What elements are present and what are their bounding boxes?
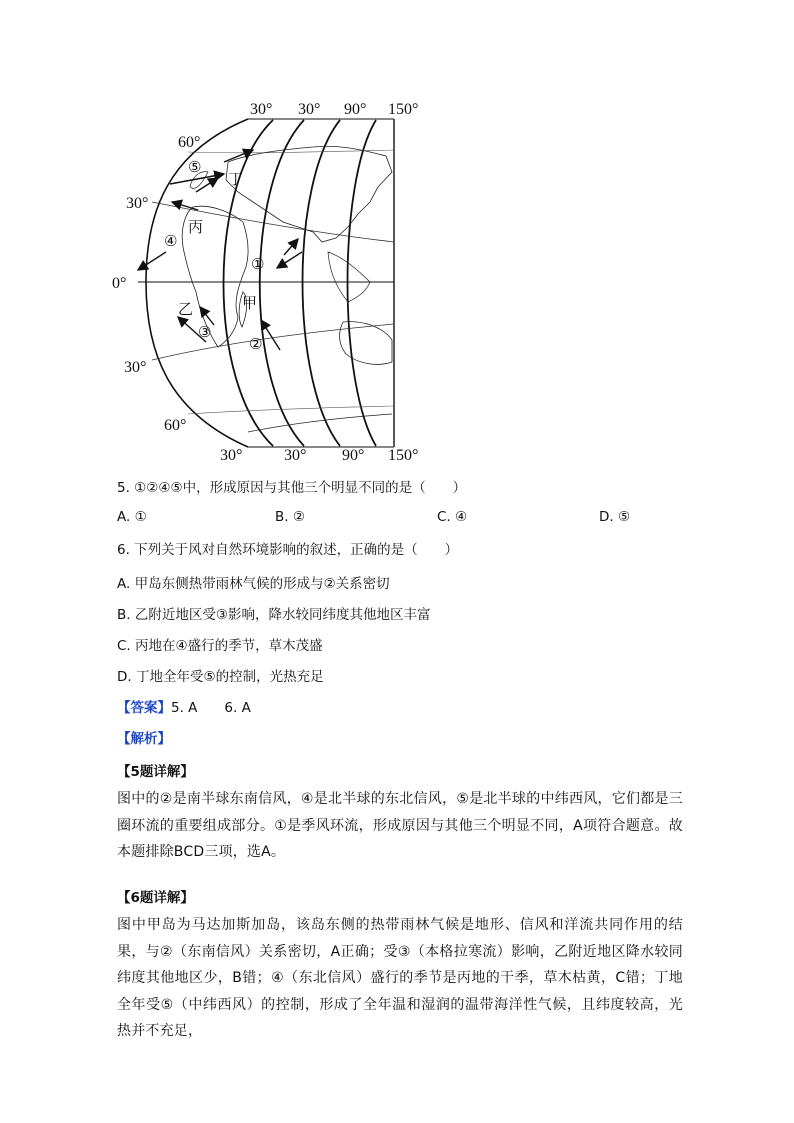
detail-6-tag: 【6题详解】: [117, 890, 194, 906]
place-bing: 丙: [188, 218, 204, 236]
left-label-60n: 60°: [178, 134, 201, 151]
answer-tag: 【答案】: [117, 700, 171, 716]
world-wind-map: [108, 92, 428, 464]
left-label-30s: 30°: [124, 359, 147, 376]
answer-line: [117, 696, 251, 716]
top-label-4: 150°: [388, 101, 419, 118]
q5-option-b: B. ②: [275, 509, 305, 525]
left-label-60s: 60°: [164, 417, 187, 434]
q5-option-c: C. ④: [437, 509, 468, 525]
bottom-label-3: 90°: [342, 447, 365, 464]
wind-label-4: ④: [164, 232, 178, 250]
top-label-2: 30°: [298, 101, 321, 118]
q6-option-d: D. 丁地全年受⑤的控制，光热充足: [117, 669, 324, 685]
answer-values: 5. A 6. A: [171, 700, 251, 716]
place-ding: 丁: [228, 170, 244, 188]
bottom-label-4: 150°: [388, 447, 419, 464]
q5-option-d: D. ⑤: [599, 509, 631, 525]
map-svg: [108, 92, 428, 464]
wind-label-5: ⑤: [188, 158, 202, 176]
q6-option-c: C. 丙地在④盛行的季节，草木茂盛: [117, 638, 323, 654]
q6-option-b: B. 乙附近地区受③影响，降水较同纬度其他地区丰富: [117, 607, 431, 623]
detail-5-text: 图中的②是南半球东南信风，④是北半球的东北信风，⑤是北半球的中纬西风，它们都是三圈环流的重要组成部分。①是季风环流，形成原因与其他三个明显不同，A项符合题意。故本题排除BCD三项，选A。: [117, 791, 683, 860]
q5-option-a: A. ①: [117, 509, 147, 525]
place-yi: 乙: [178, 300, 194, 318]
question-6-stem: 6. 下列关于风对自然环境影响的叙述，正确的是（ ）: [117, 542, 459, 558]
q6-option-a: A. 甲岛东侧热带雨林气候的形成与②关系密切: [117, 576, 390, 592]
place-jia: 甲: [242, 294, 258, 312]
wind-label-2: ②: [249, 335, 263, 353]
top-label-3: 90°: [344, 101, 367, 118]
top-label-1: 30°: [250, 101, 273, 118]
wind-label-1: ①: [251, 255, 265, 273]
detail-5-tag: 【5题详解】: [117, 764, 194, 780]
bottom-label-1: 30°: [220, 447, 243, 464]
wind-label-3: ③: [198, 323, 212, 341]
left-label-0: 0°: [112, 275, 127, 292]
detail-6-text: 图中甲岛为马达加斯加岛，该岛东侧的热带雨林气候是地形、信风和洋流共同作用的结果，与②（东南信风）关系密切，A正确；受③（本格拉寒流）影响，乙附近地区降水较同纬度其他地区少，B错；④（东北信风）盛行的季节是丙地的干季，草木枯黄，C错；丁地全年受⑤（中纬西风）的控制，形成了全年温和湿润的温带海洋性气候，且纬度较高，光热并不充足，: [117, 917, 683, 1039]
left-label-30n: 30°: [126, 195, 149, 212]
question-5-stem: 5. ①②④⑤中，形成原因与其他三个明显不同的是（ ）: [117, 480, 467, 496]
bottom-label-2: 30°: [284, 447, 307, 464]
analysis-tag: 【解析】: [117, 731, 171, 747]
